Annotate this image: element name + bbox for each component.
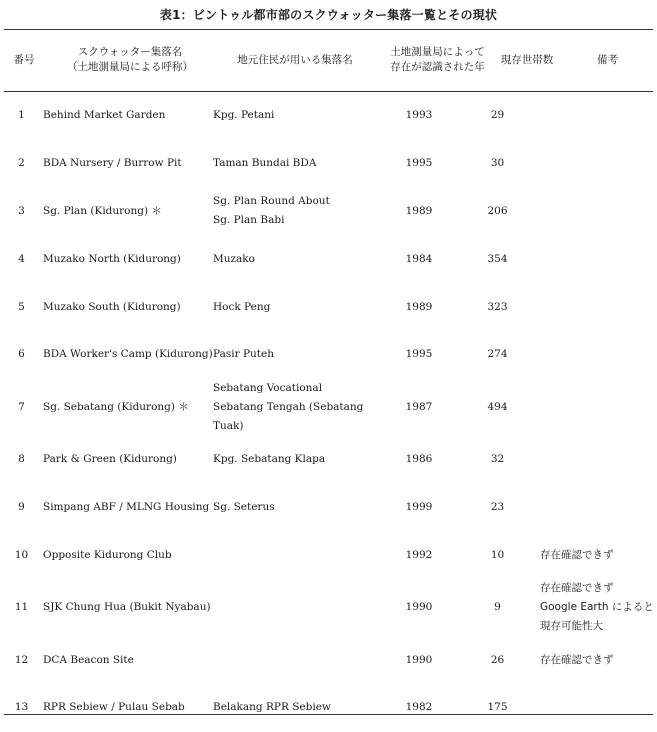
table-row: [0, 140, 657, 188]
local-name: [213, 436, 383, 484]
notes-line: 存在確認できず: [540, 548, 614, 561]
year-recognized: 1995: [405, 348, 433, 361]
year-recognized: 1995: [405, 157, 433, 170]
header-households: 現存世帯数: [500, 54, 554, 66]
row-number: 6: [18, 348, 25, 361]
header-name: [50, 45, 210, 75]
household-count: 354: [487, 252, 508, 265]
local-name-line: Hock Peng: [213, 300, 271, 313]
settlement-name: Sg. Sebatang (Kidurong) ＊: [43, 400, 189, 413]
settlement-name: Opposite Kidurong Club: [43, 548, 172, 561]
local-name-line: Pasir Puteh: [213, 348, 274, 361]
local-name: [213, 379, 383, 436]
local-name-line: Kpg. Petani: [213, 109, 275, 122]
settlement-table: [0, 92, 657, 732]
household-count: 30: [490, 157, 505, 170]
notes-line: 存在確認できず: [540, 653, 614, 666]
notes: [540, 379, 657, 436]
local-name-line: Muzako: [213, 252, 255, 265]
notes: [540, 140, 657, 188]
year-recognized: 1993: [405, 109, 433, 122]
household-count: 206: [487, 204, 508, 217]
header-name-line2: （土地測量局による呼称）: [67, 61, 193, 73]
row-number: 11: [14, 601, 29, 614]
household-count: 10: [490, 548, 505, 561]
local-name-line: Sg. Seterus: [213, 500, 275, 513]
settlement-name: Behind Market Garden: [43, 109, 166, 122]
header-no: 番号: [13, 54, 35, 66]
table-row: [0, 235, 657, 283]
local-name: [213, 531, 383, 579]
local-name: [213, 684, 383, 732]
settlement-name: DCA Beacon Site: [43, 653, 134, 666]
year-recognized: 1982: [405, 701, 433, 714]
local-name: [213, 579, 383, 636]
row-number: 3: [18, 204, 25, 217]
table-row: [0, 436, 657, 484]
local-name-line: Sg. Plan Round About: [213, 195, 330, 208]
settlement-name: RPR Sebiew / Pulau Sebab: [43, 701, 185, 714]
table-row: [0, 531, 657, 579]
row-number: 7: [18, 400, 25, 413]
row-number: 12: [14, 653, 29, 666]
year-recognized: 1992: [405, 548, 433, 561]
local-name: [213, 92, 383, 140]
settlement-name: Muzako North (Kidurong): [43, 252, 181, 265]
bottom-rule: [4, 714, 653, 715]
row-number: 2: [18, 157, 25, 170]
settlement-name: BDA Nursery / Burrow Pit: [43, 157, 182, 170]
notes: [540, 531, 657, 579]
row-number: 8: [18, 453, 25, 466]
header-local-name: 地元住民が用いる集落名: [237, 54, 353, 66]
year-recognized: 1990: [405, 601, 433, 614]
settlement-name: Muzako South (Kidurong): [43, 300, 181, 313]
table-row: [0, 684, 657, 732]
notes: [540, 188, 657, 236]
household-count: 23: [490, 500, 505, 513]
notes: [540, 636, 657, 684]
year-recognized: 1990: [405, 653, 433, 666]
notes-line: Google Earth によると: [540, 601, 654, 614]
household-count: 26: [490, 653, 505, 666]
household-count: 274: [487, 348, 508, 361]
local-name: [213, 140, 383, 188]
household-count: 323: [487, 300, 508, 313]
year-recognized: 1984: [405, 252, 433, 265]
top-rule: [4, 29, 653, 30]
local-name: [213, 188, 383, 236]
notes: [540, 283, 657, 331]
local-name-line: Sg. Plan Babi: [213, 214, 285, 227]
notes: [540, 331, 657, 379]
row-number: 9: [18, 500, 25, 513]
header-year-line1: 土地測量局によって: [390, 46, 485, 58]
notes: [540, 684, 657, 732]
table-row: [0, 636, 657, 684]
settlement-name: Sg. Plan (Kidurong) ＊: [43, 204, 162, 217]
row-number: 4: [18, 252, 25, 265]
table-row: [0, 331, 657, 379]
table-row: [0, 484, 657, 532]
settlement-name: BDA Worker's Camp (Kidurong): [43, 348, 213, 361]
year-recognized: 1989: [405, 204, 433, 217]
table-row: [0, 579, 657, 636]
table-row: [0, 188, 657, 236]
row-number: 10: [14, 548, 29, 561]
table-row: [0, 379, 657, 436]
settlement-name: Simpang ABF / MLNG Housing: [43, 500, 210, 513]
notes: [540, 92, 657, 140]
notes: [540, 484, 657, 532]
notes: [540, 436, 657, 484]
local-name: [213, 283, 383, 331]
year-recognized: 1987: [405, 400, 433, 413]
table-title: 表1：ビントゥル都市部のスクウォッター集落一覧とその現状: [159, 8, 498, 22]
household-count: 32: [490, 453, 505, 466]
local-name-line: Sebatang Vocational: [213, 381, 323, 394]
local-name-line: Sebatang Tengah (Sebatang Tuak): [213, 400, 364, 432]
settlement-table-body: [0, 92, 657, 732]
notes-line: 存在確認できず: [540, 582, 614, 595]
row-number: 5: [18, 300, 25, 313]
local-name: [213, 331, 383, 379]
local-name-line: Belakang RPR Sebiew: [213, 701, 331, 714]
table-row: [0, 92, 657, 140]
local-name: [213, 484, 383, 532]
notes: [540, 235, 657, 283]
household-count: 9: [494, 601, 501, 614]
local-name: [213, 235, 383, 283]
header-notes: 備考: [597, 54, 618, 66]
year-recognized: 1986: [405, 453, 433, 466]
row-number: 1: [18, 109, 25, 122]
settlement-name: Park & Green (Kidurong): [43, 453, 177, 466]
local-name-line: Kpg. Sebatang Klapa: [213, 453, 326, 466]
header-year-line2: 存在が認識された年: [390, 61, 485, 73]
header-name-line1: スクウォッター集落名: [77, 46, 183, 58]
local-name-line: Taman Bundai BDA: [213, 157, 317, 170]
household-count: 175: [487, 701, 508, 714]
notes: [540, 579, 657, 636]
household-count: 29: [490, 109, 505, 122]
year-recognized: 1989: [405, 300, 433, 313]
row-number: 13: [14, 701, 29, 714]
header-year: [380, 45, 495, 75]
table-row: [0, 283, 657, 331]
household-count: 494: [487, 400, 508, 413]
notes-line: 現存可能性大: [540, 620, 603, 633]
settlement-name: SJK Chung Hua (Bukit Nyabau): [43, 601, 211, 614]
local-name: [213, 636, 383, 684]
year-recognized: 1999: [405, 500, 433, 513]
